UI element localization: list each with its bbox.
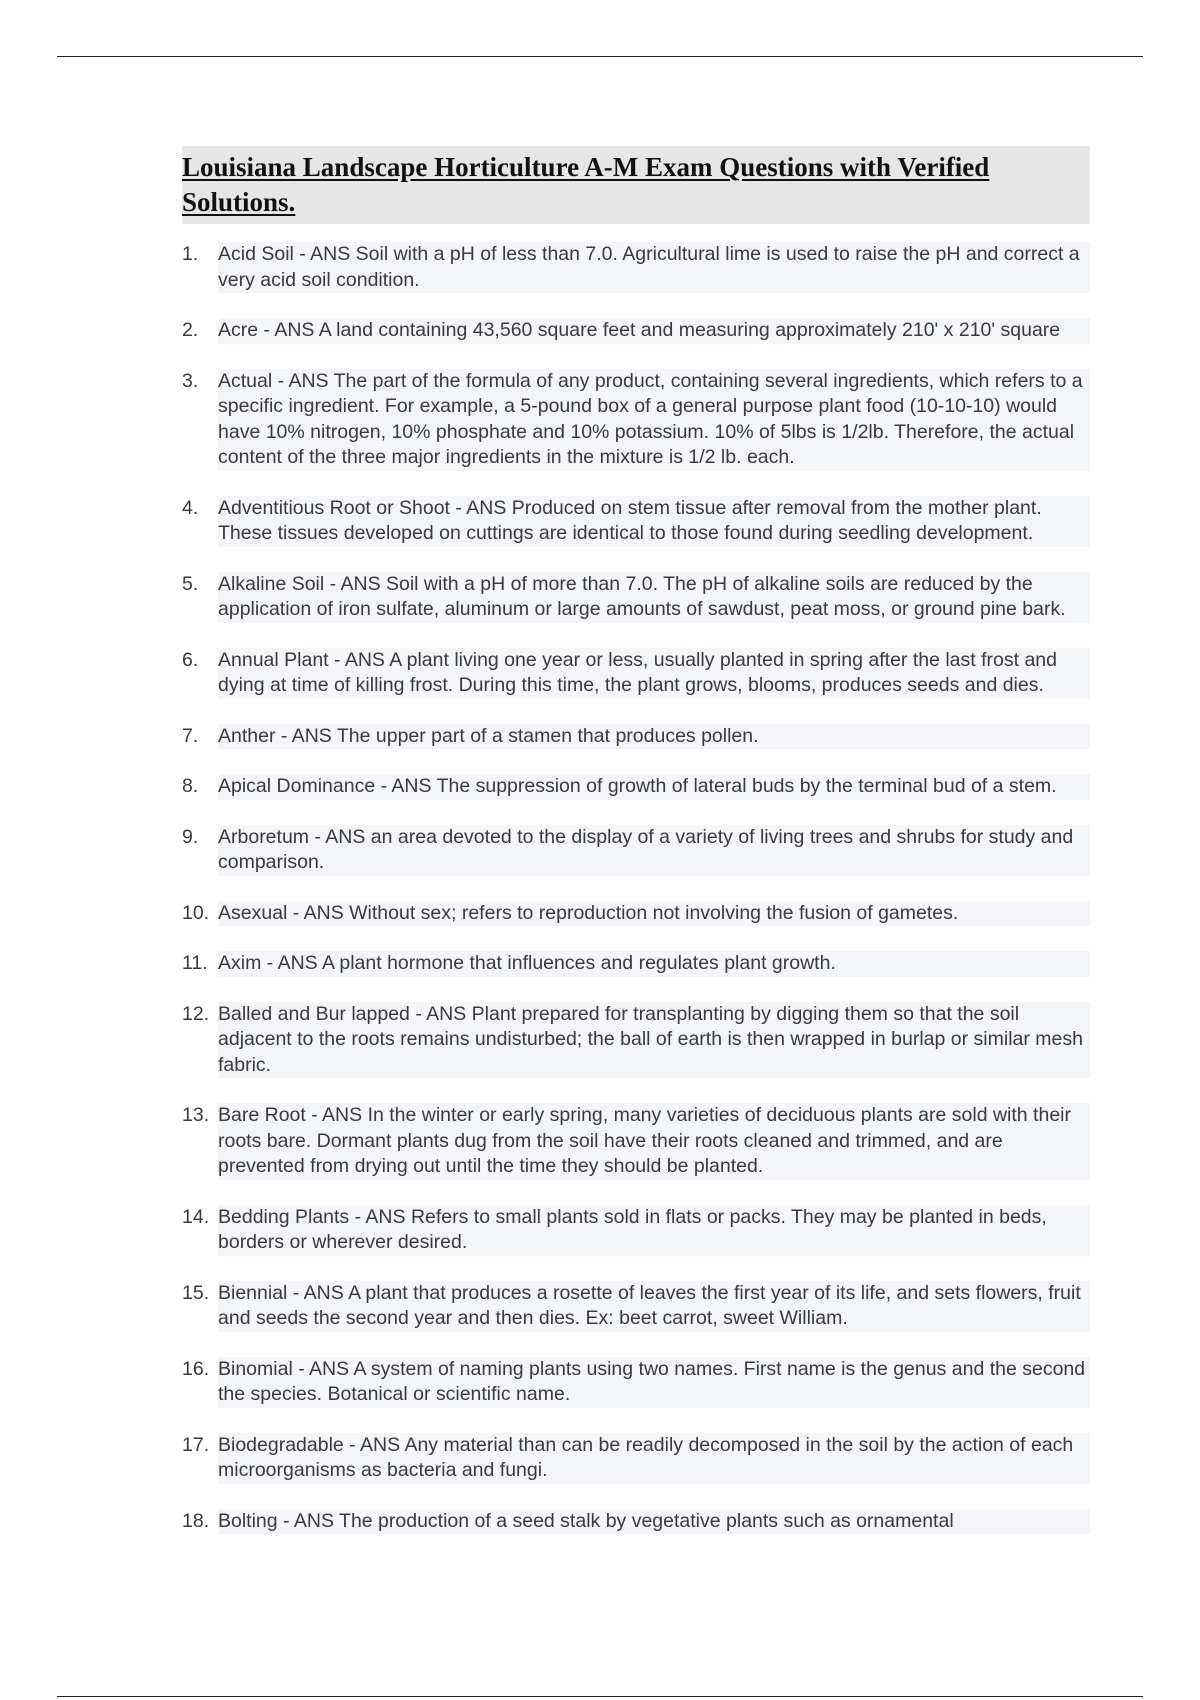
- list-item-text: Bolting - ANS The production of a seed stalk by vegetative plants such as ornamental: [218, 1509, 1090, 1535]
- list-item-text: Balled and Bur lapped - ANS Plant prepared for transplanting by digging them so that the soil adjacent to the roots remains undisturbed; the ball of earth is then wrapped in burlap or similar mesh fabric.: [218, 1002, 1090, 1079]
- list-item-text: Arboretum - ANS an area devoted to the display of a variety of living trees and shrubs for study and comparison.: [218, 825, 1090, 876]
- list-item-number: 7.: [182, 724, 199, 747]
- list-item: [182, 242, 1090, 293]
- page-bottom-rule: [57, 1696, 1143, 1697]
- list-item: [182, 1281, 1090, 1332]
- list-item: [182, 774, 1090, 800]
- list-item: [182, 648, 1090, 699]
- list-item: [182, 1002, 1090, 1079]
- list-item-number: 2.: [182, 319, 199, 341]
- list-item-text: Adventitious Root or Shoot - ANS Produced on stem tissue after removal from the mother plant. These tissues developed on cuttings are identical to those found during seedling development.: [218, 496, 1090, 547]
- list-item-text: Biodegradable - ANS Any material than can be readily decomposed in the soil by the action of each microorganisms as bacteria and fungi.: [218, 1433, 1090, 1484]
- list-item-number: 17.: [182, 1433, 210, 1456]
- list-item: [182, 901, 1090, 927]
- list-item-number: 4.: [182, 496, 199, 519]
- list-item-number: 5.: [182, 572, 199, 595]
- list-item-number: 8.: [182, 775, 199, 797]
- list-item: [182, 1433, 1090, 1484]
- list-item-text: Axim - ANS A plant hormone that influences and regulates plant growth.: [218, 951, 1090, 977]
- title-block: [182, 146, 1090, 224]
- list-item-number: 3.: [182, 369, 199, 392]
- list-item-number: 9.: [182, 825, 199, 848]
- list-item-text: Biennial - ANS A plant that produces a rosette of leaves the first year of its life, and sets flowers, fruit and seeds the second year and then dies. Ex: beet carrot, sweet William.: [218, 1281, 1090, 1332]
- list-item-number: 1.: [182, 243, 199, 265]
- list-item-text: Asexual - ANS Without sex; refers to reproduction not involving the fusion of gametes.: [218, 901, 1090, 927]
- list-item-text: Acid Soil - ANS Soil with a pH of less than 7.0. Agricultural lime is used to raise the pH and correct a very acid soil condition.: [218, 242, 1090, 293]
- list-item-text: Bedding Plants - ANS Refers to small plants sold in flats or packs. They may be planted in beds, borders or wherever desired.: [218, 1205, 1090, 1256]
- list-item-text: Annual Plant - ANS A plant living one year or less, usually planted in spring after the last frost and dying at time of killing frost. During this time, the plant grows, blooms, produces seeds and dies.: [218, 648, 1090, 699]
- list-item: [182, 1103, 1090, 1180]
- list-item: [182, 1357, 1090, 1408]
- list-item-text: Actual - ANS The part of the formula of any product, containing several ingredients, which refers to a specific ingredient. For example, a 5-pound box of a general purpose plant food (10-10-10) would have 10% nitrogen, 10% phosphate and 10% potassium. 10% of 5lbs is 1/2lb. Therefore, the actual content of the three major ingredients in the mixture is 1/2 lb. each.: [218, 369, 1090, 471]
- list-item-number: 10.: [182, 901, 210, 924]
- list-item-text: Apical Dominance - ANS The suppression of growth of lateral buds by the terminal bud of a stem.: [218, 774, 1090, 800]
- page-top-rule: [57, 56, 1143, 57]
- list-item-number: 14.: [182, 1205, 210, 1228]
- list-item: [182, 496, 1090, 547]
- list-item-number: 11.: [182, 952, 208, 974]
- list-item: [182, 572, 1090, 623]
- list-item-number: 6.: [182, 648, 199, 671]
- list-item-text: Anther - ANS The upper part of a stamen that produces pollen.: [218, 724, 1090, 750]
- list-item-number: 12.: [182, 1002, 210, 1025]
- document-body: [182, 146, 1090, 1559]
- list-item-text: Binomial - ANS A system of naming plants using two names. First name is the genus and the second the species. Botanical or scientific name.: [218, 1357, 1090, 1408]
- list-item-text: Alkaline Soil - ANS Soil with a pH of more than 7.0. The pH of alkaline soils are reduced by the application of iron sulfate, aluminum or large amounts of sawdust, peat moss, or ground pine bark.: [218, 572, 1090, 623]
- list-item-text: Bare Root - ANS In the winter or early spring, many varieties of deciduous plants are sold with their roots bare. Dormant plants dug from the soil have their roots cleaned and trimmed, and are prevented from drying out until the time they should be planted.: [218, 1103, 1090, 1180]
- list-item: [182, 825, 1090, 876]
- list-item: [182, 369, 1090, 471]
- list-item: [182, 724, 1090, 750]
- list-item-number: 13.: [182, 1104, 210, 1126]
- terms-list: [182, 242, 1090, 1534]
- list-item-number: 15.: [182, 1281, 210, 1304]
- list-item: [182, 318, 1090, 344]
- list-item: [182, 1205, 1090, 1256]
- list-item: [182, 1509, 1090, 1535]
- document-title: Louisiana Landscape Horticulture A-M Exam Questions with Verified Solutions.: [182, 152, 990, 217]
- list-item-number: 16.: [182, 1357, 210, 1380]
- list-item-number: 18.: [182, 1509, 210, 1532]
- list-item: [182, 951, 1090, 977]
- list-item-text: Acre - ANS A land containing 43,560 square feet and measuring approximately 210' x 210' square: [218, 318, 1090, 344]
